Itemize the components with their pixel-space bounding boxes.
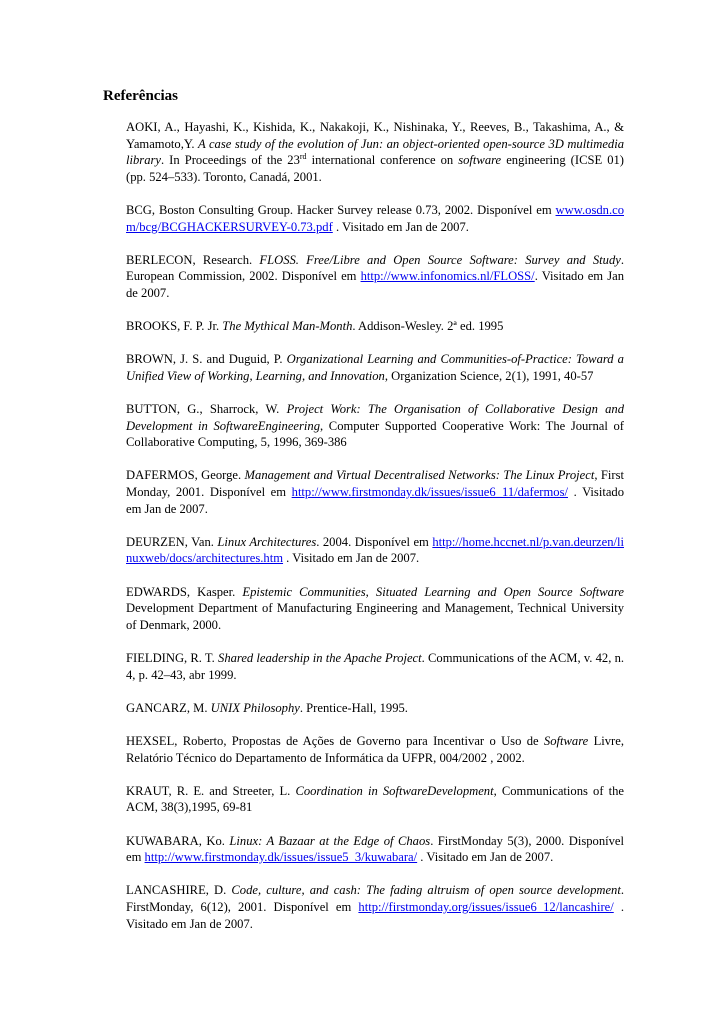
reference-title: Shared leadership in the Apache Project bbox=[218, 651, 422, 665]
reference-title: UNIX Philosophy bbox=[210, 700, 300, 715]
reference-title: Linux: A Bazaar at the Edge of Chaos bbox=[229, 833, 431, 848]
reference-text: . FirstMonday, 6(12), 2001. Disponível em bbox=[126, 883, 625, 914]
reference-title: A case study of the evolution of Jun: an object-oriented open-source 3D multimedia library bbox=[126, 136, 625, 168]
reference-button bbox=[126, 401, 624, 451]
reference-authors: DEURZEN, Van. bbox=[126, 534, 218, 549]
reference-link[interactable]: http://www.firstmonday.dk/issues/issue6_11/dafermos/ bbox=[291, 485, 568, 500]
reference-brooks bbox=[126, 318, 624, 335]
reference-title: The Mythical Man-Month bbox=[222, 319, 353, 334]
reference-title: Management and Virtual Decentralised Networks: The Linux Project bbox=[244, 468, 595, 483]
reference-authors: LANCASHIRE, D. bbox=[126, 883, 232, 898]
reference-link[interactable]: http://firstmonday.org/issues/issue6_12/lancashire/ bbox=[358, 899, 614, 914]
reference-deurzen bbox=[126, 534, 624, 567]
reference-authors: BUTTON, G., Sharrock, W. bbox=[126, 402, 287, 417]
reference-authors: GANCARZ, M. bbox=[126, 700, 211, 715]
reference-dafermos bbox=[126, 467, 624, 517]
reference-link[interactable]: http://home.hccnet.nl/p.van.deurzen/linuxweb/docs/architectures.htm bbox=[126, 534, 624, 566]
reference-text: . 2004. Disponível em bbox=[316, 534, 433, 549]
reference-title: Epistemic Communities, Situated Learning and Open Source Software bbox=[242, 584, 624, 599]
reference-authors: BROOKS, F. P. Jr. bbox=[126, 319, 223, 334]
reference-authors: AOKI, A., Hayashi, K., Kishida, K., Nakakoji, K., Nishinaka, Y., Reeves, B., Takashima, A., & Yamamoto,Y. bbox=[126, 120, 624, 151]
reference-text: HEXSEL, Roberto, Propostas de Ações de Governo para Incentivar o Uso de bbox=[126, 733, 544, 748]
reference-text: , Communications of the ACM, 38(3),1995, 69-81 bbox=[126, 783, 625, 815]
references-heading: Referências bbox=[103, 88, 178, 104]
reference-aoki bbox=[126, 119, 624, 185]
reference-venue: software bbox=[458, 153, 502, 168]
reference-text: . FirstMonday 5(3), 2000. Disponível em bbox=[126, 833, 624, 865]
reference-authors: DAFERMOS, George. bbox=[126, 468, 245, 483]
reference-text: international conference on bbox=[306, 153, 459, 168]
reference-authors: KRAUT, R. E. and Streeter, L. bbox=[126, 783, 296, 798]
reference-text: , Organization Science, 2(1), 1991, 40-57 bbox=[384, 368, 594, 383]
reference-text: . Visitado em Jan de 2007. bbox=[126, 899, 625, 931]
reference-fielding bbox=[126, 650, 624, 683]
reference-kuwabara bbox=[126, 833, 624, 866]
reference-text: . Visitado em Jan de 2007. bbox=[332, 219, 469, 234]
reference-gancarz bbox=[126, 700, 624, 717]
reference-edwards bbox=[126, 584, 624, 634]
reference-text: Development Department of Manufacturing Engineering and Management, Technical University of Denmark, 2000. bbox=[126, 601, 624, 632]
reference-hexsel bbox=[126, 733, 624, 766]
reference-list bbox=[126, 119, 624, 949]
reference-kraut bbox=[126, 783, 624, 816]
reference-title: Software bbox=[543, 733, 589, 748]
reference-authors: BROWN, J. S. and Duguid, P. bbox=[126, 352, 287, 367]
reference-text: . In Proceedings of the 23 bbox=[160, 153, 300, 168]
reference-link[interactable]: www.osdn.com/bcg/BCGHACKERSURVEY-0.73.pdf bbox=[126, 202, 624, 234]
reference-authors: KUWABARA, Ko. bbox=[126, 833, 230, 848]
reference-authors: BERLECON, Research. bbox=[126, 252, 260, 267]
reference-text: Livre, Relatório Técnico do Departamento de Informática da UFPR, 004/2002 , 2002. bbox=[126, 733, 624, 765]
reference-text: . Addison-Wesley. 2ª ed. 1995 bbox=[352, 319, 504, 334]
reference-text: . Communications of the ACM, v. 42, n. 4, p. 42–43, abr 1999. bbox=[126, 651, 625, 682]
reference-bcg bbox=[126, 202, 624, 235]
reference-title: Coordination in SoftwareDevelopment bbox=[295, 783, 494, 798]
reference-link[interactable]: http://www.firstmonday.dk/issues/issue5_3/kuwabara/ bbox=[144, 850, 418, 865]
reference-superscript: rd bbox=[299, 152, 307, 161]
reference-text: . Visitado em Jan de 2007. bbox=[417, 850, 554, 865]
reference-title: Code, culture, and cash: The fading altruism of open source development bbox=[231, 883, 621, 898]
reference-text: . Visitado em Jan de 2007. bbox=[126, 485, 624, 516]
reference-text: . Visitado em Jan de 2007. bbox=[283, 551, 420, 566]
reference-title: Project Work: The Organisation of Collaborative Design and Development in SoftwareEngineering bbox=[126, 402, 624, 433]
reference-text: . European Commission, 2002. Disponível em bbox=[126, 252, 624, 284]
reference-text: . Visitado em Jan de 2007. bbox=[126, 269, 624, 300]
reference-text: engineering (ICSE 01) (pp. 524–533). Toronto, Canadá, 2001. bbox=[126, 153, 624, 184]
reference-authors: FIELDING, R. T. bbox=[126, 651, 219, 665]
reference-text: . Prentice-Hall, 1995. bbox=[299, 700, 408, 715]
reference-authors: EDWARDS, Kasper. bbox=[126, 584, 243, 599]
reference-link[interactable]: http://www.infonomics.nl/FLOSS/ bbox=[360, 269, 535, 284]
reference-berlecon bbox=[126, 252, 624, 302]
reference-lancashire bbox=[126, 882, 624, 932]
reference-text: , First Monday, 2001. Disponível em bbox=[126, 468, 624, 500]
reference-title: Linux Architectures bbox=[217, 534, 317, 549]
reference-title: Organizational Learning and Communities-of-Practice: Toward a Unified View of Working, Learning, and Innovation bbox=[126, 352, 624, 383]
reference-brown bbox=[126, 351, 624, 384]
reference-text: , Computer Supported Cooperative Work: The Journal of Collaborative Computing, 5, 1996, 369-386 bbox=[126, 418, 624, 450]
reference-text: BCG, Boston Consulting Group. Hacker Survey release 0.73, 2002. Disponível em bbox=[126, 202, 556, 217]
reference-title: FLOSS. Free/Libre and Open Source Software: Survey and Study bbox=[259, 252, 621, 267]
